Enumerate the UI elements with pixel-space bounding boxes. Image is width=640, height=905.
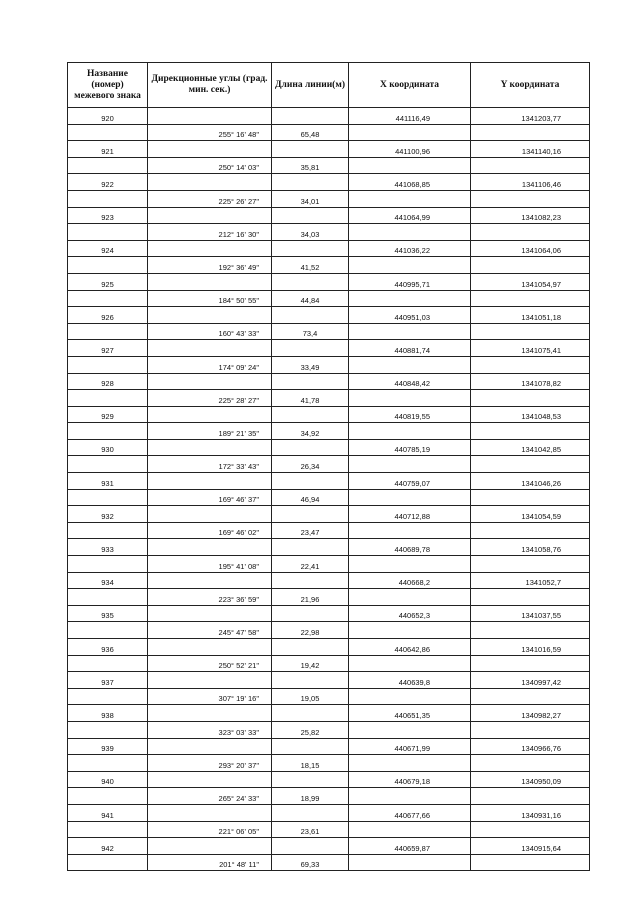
mark-name-cell: 926	[68, 307, 148, 324]
direction-angle-cell: 160° 43' 33"	[148, 323, 272, 340]
x-coordinate-cell: 440759,07	[349, 473, 471, 490]
mark-name-cell: 922	[68, 174, 148, 191]
table-row	[68, 456, 590, 473]
line-length-cell	[272, 804, 349, 821]
y-coordinate-cell: 1341106,46	[471, 174, 590, 191]
line-length-cell	[272, 108, 349, 125]
line-length-cell	[272, 506, 349, 523]
table-row	[68, 572, 590, 589]
line-length-cell: 41,78	[272, 390, 349, 407]
direction-angle-cell: 169° 46' 02"	[148, 522, 272, 539]
y-coordinate-cell: 1341051,18	[471, 307, 590, 324]
line-length-cell	[272, 406, 349, 423]
y-coordinate-cell: 1341052,7	[471, 572, 590, 589]
direction-angle-cell: 169° 46' 37"	[148, 489, 272, 506]
line-length-cell	[272, 605, 349, 622]
mark-name-cell: 923	[68, 207, 148, 224]
x-coordinate-cell	[349, 323, 471, 340]
y-coordinate-cell	[471, 854, 590, 871]
table-row	[68, 240, 590, 257]
mark-name-cell: 925	[68, 273, 148, 290]
y-coordinate-cell: 1341064,06	[471, 240, 590, 257]
table-row	[68, 439, 590, 456]
line-length-cell: 23,61	[272, 821, 349, 838]
x-coordinate-cell	[349, 489, 471, 506]
table-row	[68, 522, 590, 539]
x-coordinate-cell	[349, 622, 471, 639]
line-length-cell: 34,03	[272, 224, 349, 241]
mark-name-cell: 942	[68, 838, 148, 855]
table-row	[68, 207, 590, 224]
x-coordinate-cell	[349, 356, 471, 373]
y-coordinate-cell	[471, 190, 590, 207]
table-row	[68, 174, 590, 191]
direction-angle-cell	[148, 473, 272, 490]
mark-name-cell	[68, 257, 148, 274]
line-length-cell: 18,15	[272, 755, 349, 772]
table-row	[68, 804, 590, 821]
y-coordinate-cell	[471, 489, 590, 506]
direction-angle-cell	[148, 174, 272, 191]
x-coordinate-cell: 441100,96	[349, 141, 471, 158]
direction-angle-cell: 307° 19' 16"	[148, 688, 272, 705]
table-row	[68, 755, 590, 772]
table-row	[68, 141, 590, 158]
y-coordinate-cell: 1341048,53	[471, 406, 590, 423]
table-row	[68, 556, 590, 573]
table-row	[68, 257, 590, 274]
x-coordinate-cell: 440668,2	[349, 572, 471, 589]
direction-angle-cell	[148, 406, 272, 423]
y-coordinate-cell	[471, 721, 590, 738]
direction-angle-cell: 189° 21' 35"	[148, 423, 272, 440]
y-coordinate-cell	[471, 688, 590, 705]
table-row	[68, 688, 590, 705]
table-row	[68, 273, 590, 290]
direction-angle-cell	[148, 838, 272, 855]
mark-name-cell	[68, 423, 148, 440]
header-direction-angle: Дирекционные углы (град. мин. сек.)	[148, 63, 272, 108]
y-coordinate-cell: 1341082,23	[471, 207, 590, 224]
x-coordinate-cell: 441036,22	[349, 240, 471, 257]
x-coordinate-cell	[349, 124, 471, 141]
header-x-coordinate: X координата	[349, 63, 471, 108]
x-coordinate-cell	[349, 688, 471, 705]
mark-name-cell	[68, 821, 148, 838]
y-coordinate-cell	[471, 124, 590, 141]
direction-angle-cell: 201° 48' 11"	[148, 854, 272, 871]
y-coordinate-cell: 1340931,16	[471, 804, 590, 821]
table-row	[68, 406, 590, 423]
line-length-cell	[272, 539, 349, 556]
x-coordinate-cell: 440679,18	[349, 771, 471, 788]
line-length-cell: 35,81	[272, 157, 349, 174]
line-length-cell	[272, 838, 349, 855]
x-coordinate-cell: 440677,66	[349, 804, 471, 821]
x-coordinate-cell: 440642,86	[349, 639, 471, 656]
table-row	[68, 290, 590, 307]
line-length-cell: 34,92	[272, 423, 349, 440]
y-coordinate-cell: 1341042,85	[471, 439, 590, 456]
mark-name-cell	[68, 489, 148, 506]
table-row	[68, 821, 590, 838]
table-row	[68, 838, 590, 855]
direction-angle-cell	[148, 705, 272, 722]
y-coordinate-cell: 1340950,09	[471, 771, 590, 788]
y-coordinate-cell	[471, 257, 590, 274]
mark-name-cell: 939	[68, 738, 148, 755]
y-coordinate-cell	[471, 456, 590, 473]
line-length-cell	[272, 439, 349, 456]
mark-name-cell: 932	[68, 506, 148, 523]
line-length-cell: 34,01	[272, 190, 349, 207]
mark-name-cell: 927	[68, 340, 148, 357]
table-row	[68, 738, 590, 755]
table-row	[68, 390, 590, 407]
table-row	[68, 639, 590, 656]
mark-name-cell	[68, 589, 148, 606]
x-coordinate-cell: 440671,99	[349, 738, 471, 755]
y-coordinate-cell: 1341058,76	[471, 539, 590, 556]
mark-name-cell	[68, 755, 148, 772]
mark-name-cell: 924	[68, 240, 148, 257]
line-length-cell: 65,48	[272, 124, 349, 141]
table-row	[68, 539, 590, 556]
mark-name-cell	[68, 556, 148, 573]
x-coordinate-cell: 440659,87	[349, 838, 471, 855]
direction-angle-cell	[148, 108, 272, 125]
line-length-cell: 23,47	[272, 522, 349, 539]
mark-name-cell: 929	[68, 406, 148, 423]
line-length-cell	[272, 174, 349, 191]
y-coordinate-cell: 1341016,59	[471, 639, 590, 656]
table-row	[68, 655, 590, 672]
mark-name-cell	[68, 655, 148, 672]
line-length-cell	[272, 141, 349, 158]
table-row	[68, 124, 590, 141]
x-coordinate-cell	[349, 390, 471, 407]
table-header-row	[68, 63, 590, 108]
y-coordinate-cell: 1341203,77	[471, 108, 590, 125]
mark-name-cell	[68, 854, 148, 871]
line-length-cell	[272, 307, 349, 324]
y-coordinate-cell	[471, 323, 590, 340]
y-coordinate-cell: 1341037,55	[471, 605, 590, 622]
mark-name-cell	[68, 456, 148, 473]
direction-angle-cell	[148, 307, 272, 324]
mark-name-cell: 934	[68, 572, 148, 589]
y-coordinate-cell: 1340915,64	[471, 838, 590, 855]
x-coordinate-cell	[349, 854, 471, 871]
direction-angle-cell	[148, 539, 272, 556]
y-coordinate-cell	[471, 788, 590, 805]
table-row	[68, 506, 590, 523]
mark-name-cell: 936	[68, 639, 148, 656]
mark-name-cell	[68, 622, 148, 639]
line-length-cell: 19,05	[272, 688, 349, 705]
direction-angle-cell	[148, 572, 272, 589]
x-coordinate-cell: 440951,03	[349, 307, 471, 324]
header-mark-name: Название (номер) межевого знака	[68, 63, 148, 108]
mark-name-cell	[68, 157, 148, 174]
table-row	[68, 356, 590, 373]
y-coordinate-cell	[471, 522, 590, 539]
x-coordinate-cell: 441068,85	[349, 174, 471, 191]
y-coordinate-cell	[471, 589, 590, 606]
table-row	[68, 672, 590, 689]
direction-angle-cell: 265° 24' 33"	[148, 788, 272, 805]
x-coordinate-cell: 440652,3	[349, 605, 471, 622]
mark-name-cell: 931	[68, 473, 148, 490]
y-coordinate-cell: 1340966,76	[471, 738, 590, 755]
y-coordinate-cell	[471, 755, 590, 772]
mark-name-cell	[68, 124, 148, 141]
line-length-cell: 22,41	[272, 556, 349, 573]
table-row	[68, 622, 590, 639]
boundary-coordinates-table	[67, 62, 590, 871]
mark-name-cell: 928	[68, 373, 148, 390]
mark-name-cell	[68, 290, 148, 307]
x-coordinate-cell	[349, 290, 471, 307]
table-row	[68, 489, 590, 506]
y-coordinate-cell	[471, 821, 590, 838]
line-length-cell	[272, 340, 349, 357]
y-coordinate-cell	[471, 157, 590, 174]
x-coordinate-cell	[349, 224, 471, 241]
line-length-cell: 22,98	[272, 622, 349, 639]
line-length-cell	[272, 207, 349, 224]
table-row	[68, 705, 590, 722]
direction-angle-cell: 174° 09' 24"	[148, 356, 272, 373]
line-length-cell	[272, 373, 349, 390]
direction-angle-cell: 212° 16' 30"	[148, 224, 272, 241]
y-coordinate-cell: 1340997,42	[471, 672, 590, 689]
x-coordinate-cell: 440712,88	[349, 506, 471, 523]
y-coordinate-cell: 1341046,26	[471, 473, 590, 490]
direction-angle-cell	[148, 672, 272, 689]
x-coordinate-cell: 440881,74	[349, 340, 471, 357]
mark-name-cell	[68, 721, 148, 738]
line-length-cell: 41,52	[272, 257, 349, 274]
direction-angle-cell: 192° 36' 49"	[148, 257, 272, 274]
y-coordinate-cell	[471, 423, 590, 440]
direction-angle-cell: 250° 52' 21"	[148, 655, 272, 672]
line-length-cell: 33,49	[272, 356, 349, 373]
direction-angle-cell: 221° 06' 05"	[148, 821, 272, 838]
direction-angle-cell	[148, 738, 272, 755]
mark-name-cell	[68, 323, 148, 340]
mark-name-cell: 938	[68, 705, 148, 722]
y-coordinate-cell: 1340982,27	[471, 705, 590, 722]
line-length-cell	[272, 572, 349, 589]
table-row	[68, 323, 590, 340]
direction-angle-cell: 223° 36' 59"	[148, 589, 272, 606]
direction-angle-cell: 323° 03' 33"	[148, 721, 272, 738]
x-coordinate-cell: 440848,42	[349, 373, 471, 390]
y-coordinate-cell	[471, 655, 590, 672]
direction-angle-cell	[148, 141, 272, 158]
mark-name-cell	[68, 688, 148, 705]
direction-angle-cell	[148, 207, 272, 224]
table-row	[68, 788, 590, 805]
x-coordinate-cell: 440639,8	[349, 672, 471, 689]
direction-angle-cell	[148, 240, 272, 257]
mark-name-cell: 937	[68, 672, 148, 689]
line-length-cell	[272, 240, 349, 257]
x-coordinate-cell: 440689,78	[349, 539, 471, 556]
x-coordinate-cell: 440995,71	[349, 273, 471, 290]
table-row	[68, 190, 590, 207]
x-coordinate-cell: 441116,49	[349, 108, 471, 125]
direction-angle-cell	[148, 605, 272, 622]
y-coordinate-cell: 1341140,16	[471, 141, 590, 158]
direction-angle-cell: 195° 41' 08"	[148, 556, 272, 573]
x-coordinate-cell	[349, 257, 471, 274]
x-coordinate-cell	[349, 821, 471, 838]
header-y-coordinate: Y координата	[471, 63, 590, 108]
direction-angle-cell: 172° 33' 43"	[148, 456, 272, 473]
x-coordinate-cell: 441064,99	[349, 207, 471, 224]
direction-angle-cell	[148, 771, 272, 788]
mark-name-cell	[68, 224, 148, 241]
line-length-cell: 25,82	[272, 721, 349, 738]
y-coordinate-cell: 1341075,41	[471, 340, 590, 357]
y-coordinate-cell	[471, 224, 590, 241]
y-coordinate-cell	[471, 556, 590, 573]
x-coordinate-cell	[349, 589, 471, 606]
y-coordinate-cell: 1341078,82	[471, 373, 590, 390]
direction-angle-cell: 293° 20' 37"	[148, 755, 272, 772]
mark-name-cell	[68, 190, 148, 207]
table-row	[68, 340, 590, 357]
direction-angle-cell	[148, 804, 272, 821]
direction-angle-cell	[148, 273, 272, 290]
x-coordinate-cell: 440651,35	[349, 705, 471, 722]
line-length-cell	[272, 705, 349, 722]
direction-angle-cell	[148, 373, 272, 390]
x-coordinate-cell	[349, 190, 471, 207]
line-length-cell: 44,84	[272, 290, 349, 307]
line-length-cell: 69,33	[272, 854, 349, 871]
mark-name-cell	[68, 390, 148, 407]
mark-name-cell: 941	[68, 804, 148, 821]
direction-angle-cell	[148, 506, 272, 523]
direction-angle-cell	[148, 639, 272, 656]
table-row	[68, 589, 590, 606]
y-coordinate-cell	[471, 622, 590, 639]
line-length-cell	[272, 639, 349, 656]
mark-name-cell: 930	[68, 439, 148, 456]
direction-angle-cell	[148, 340, 272, 357]
y-coordinate-cell: 1341054,97	[471, 273, 590, 290]
mark-name-cell	[68, 788, 148, 805]
line-length-cell: 73,4	[272, 323, 349, 340]
y-coordinate-cell: 1341054,59	[471, 506, 590, 523]
x-coordinate-cell: 440785,19	[349, 439, 471, 456]
x-coordinate-cell: 440819,55	[349, 406, 471, 423]
direction-angle-cell: 250° 14' 03"	[148, 157, 272, 174]
table-row	[68, 307, 590, 324]
direction-angle-cell: 245° 47' 58"	[148, 622, 272, 639]
table-row	[68, 423, 590, 440]
line-length-cell	[272, 738, 349, 755]
table-row	[68, 473, 590, 490]
mark-name-cell	[68, 356, 148, 373]
table-row	[68, 771, 590, 788]
direction-angle-cell: 225° 28' 27"	[148, 390, 272, 407]
y-coordinate-cell	[471, 356, 590, 373]
line-length-cell: 26,34	[272, 456, 349, 473]
line-length-cell: 18,99	[272, 788, 349, 805]
x-coordinate-cell	[349, 655, 471, 672]
x-coordinate-cell	[349, 788, 471, 805]
line-length-cell	[272, 273, 349, 290]
line-length-cell: 19,42	[272, 655, 349, 672]
direction-angle-cell: 225° 26' 27"	[148, 190, 272, 207]
y-coordinate-cell	[471, 390, 590, 407]
table-row	[68, 605, 590, 622]
table-row	[68, 854, 590, 871]
direction-angle-cell: 255° 16' 48"	[148, 124, 272, 141]
x-coordinate-cell	[349, 755, 471, 772]
table-row	[68, 373, 590, 390]
mark-name-cell: 933	[68, 539, 148, 556]
header-line-length: Длина линии(м)	[272, 63, 349, 108]
mark-name-cell	[68, 522, 148, 539]
mark-name-cell: 935	[68, 605, 148, 622]
x-coordinate-cell	[349, 721, 471, 738]
line-length-cell	[272, 771, 349, 788]
mark-name-cell: 940	[68, 771, 148, 788]
line-length-cell	[272, 473, 349, 490]
table-row	[68, 224, 590, 241]
x-coordinate-cell	[349, 556, 471, 573]
line-length-cell	[272, 672, 349, 689]
x-coordinate-cell	[349, 157, 471, 174]
table-row	[68, 157, 590, 174]
direction-angle-cell	[148, 439, 272, 456]
line-length-cell: 21,96	[272, 589, 349, 606]
table-row	[68, 108, 590, 125]
x-coordinate-cell	[349, 522, 471, 539]
x-coordinate-cell	[349, 456, 471, 473]
table-row	[68, 721, 590, 738]
mark-name-cell: 921	[68, 141, 148, 158]
mark-name-cell: 920	[68, 108, 148, 125]
line-length-cell: 46,94	[272, 489, 349, 506]
direction-angle-cell: 184° 50' 55"	[148, 290, 272, 307]
x-coordinate-cell	[349, 423, 471, 440]
y-coordinate-cell	[471, 290, 590, 307]
